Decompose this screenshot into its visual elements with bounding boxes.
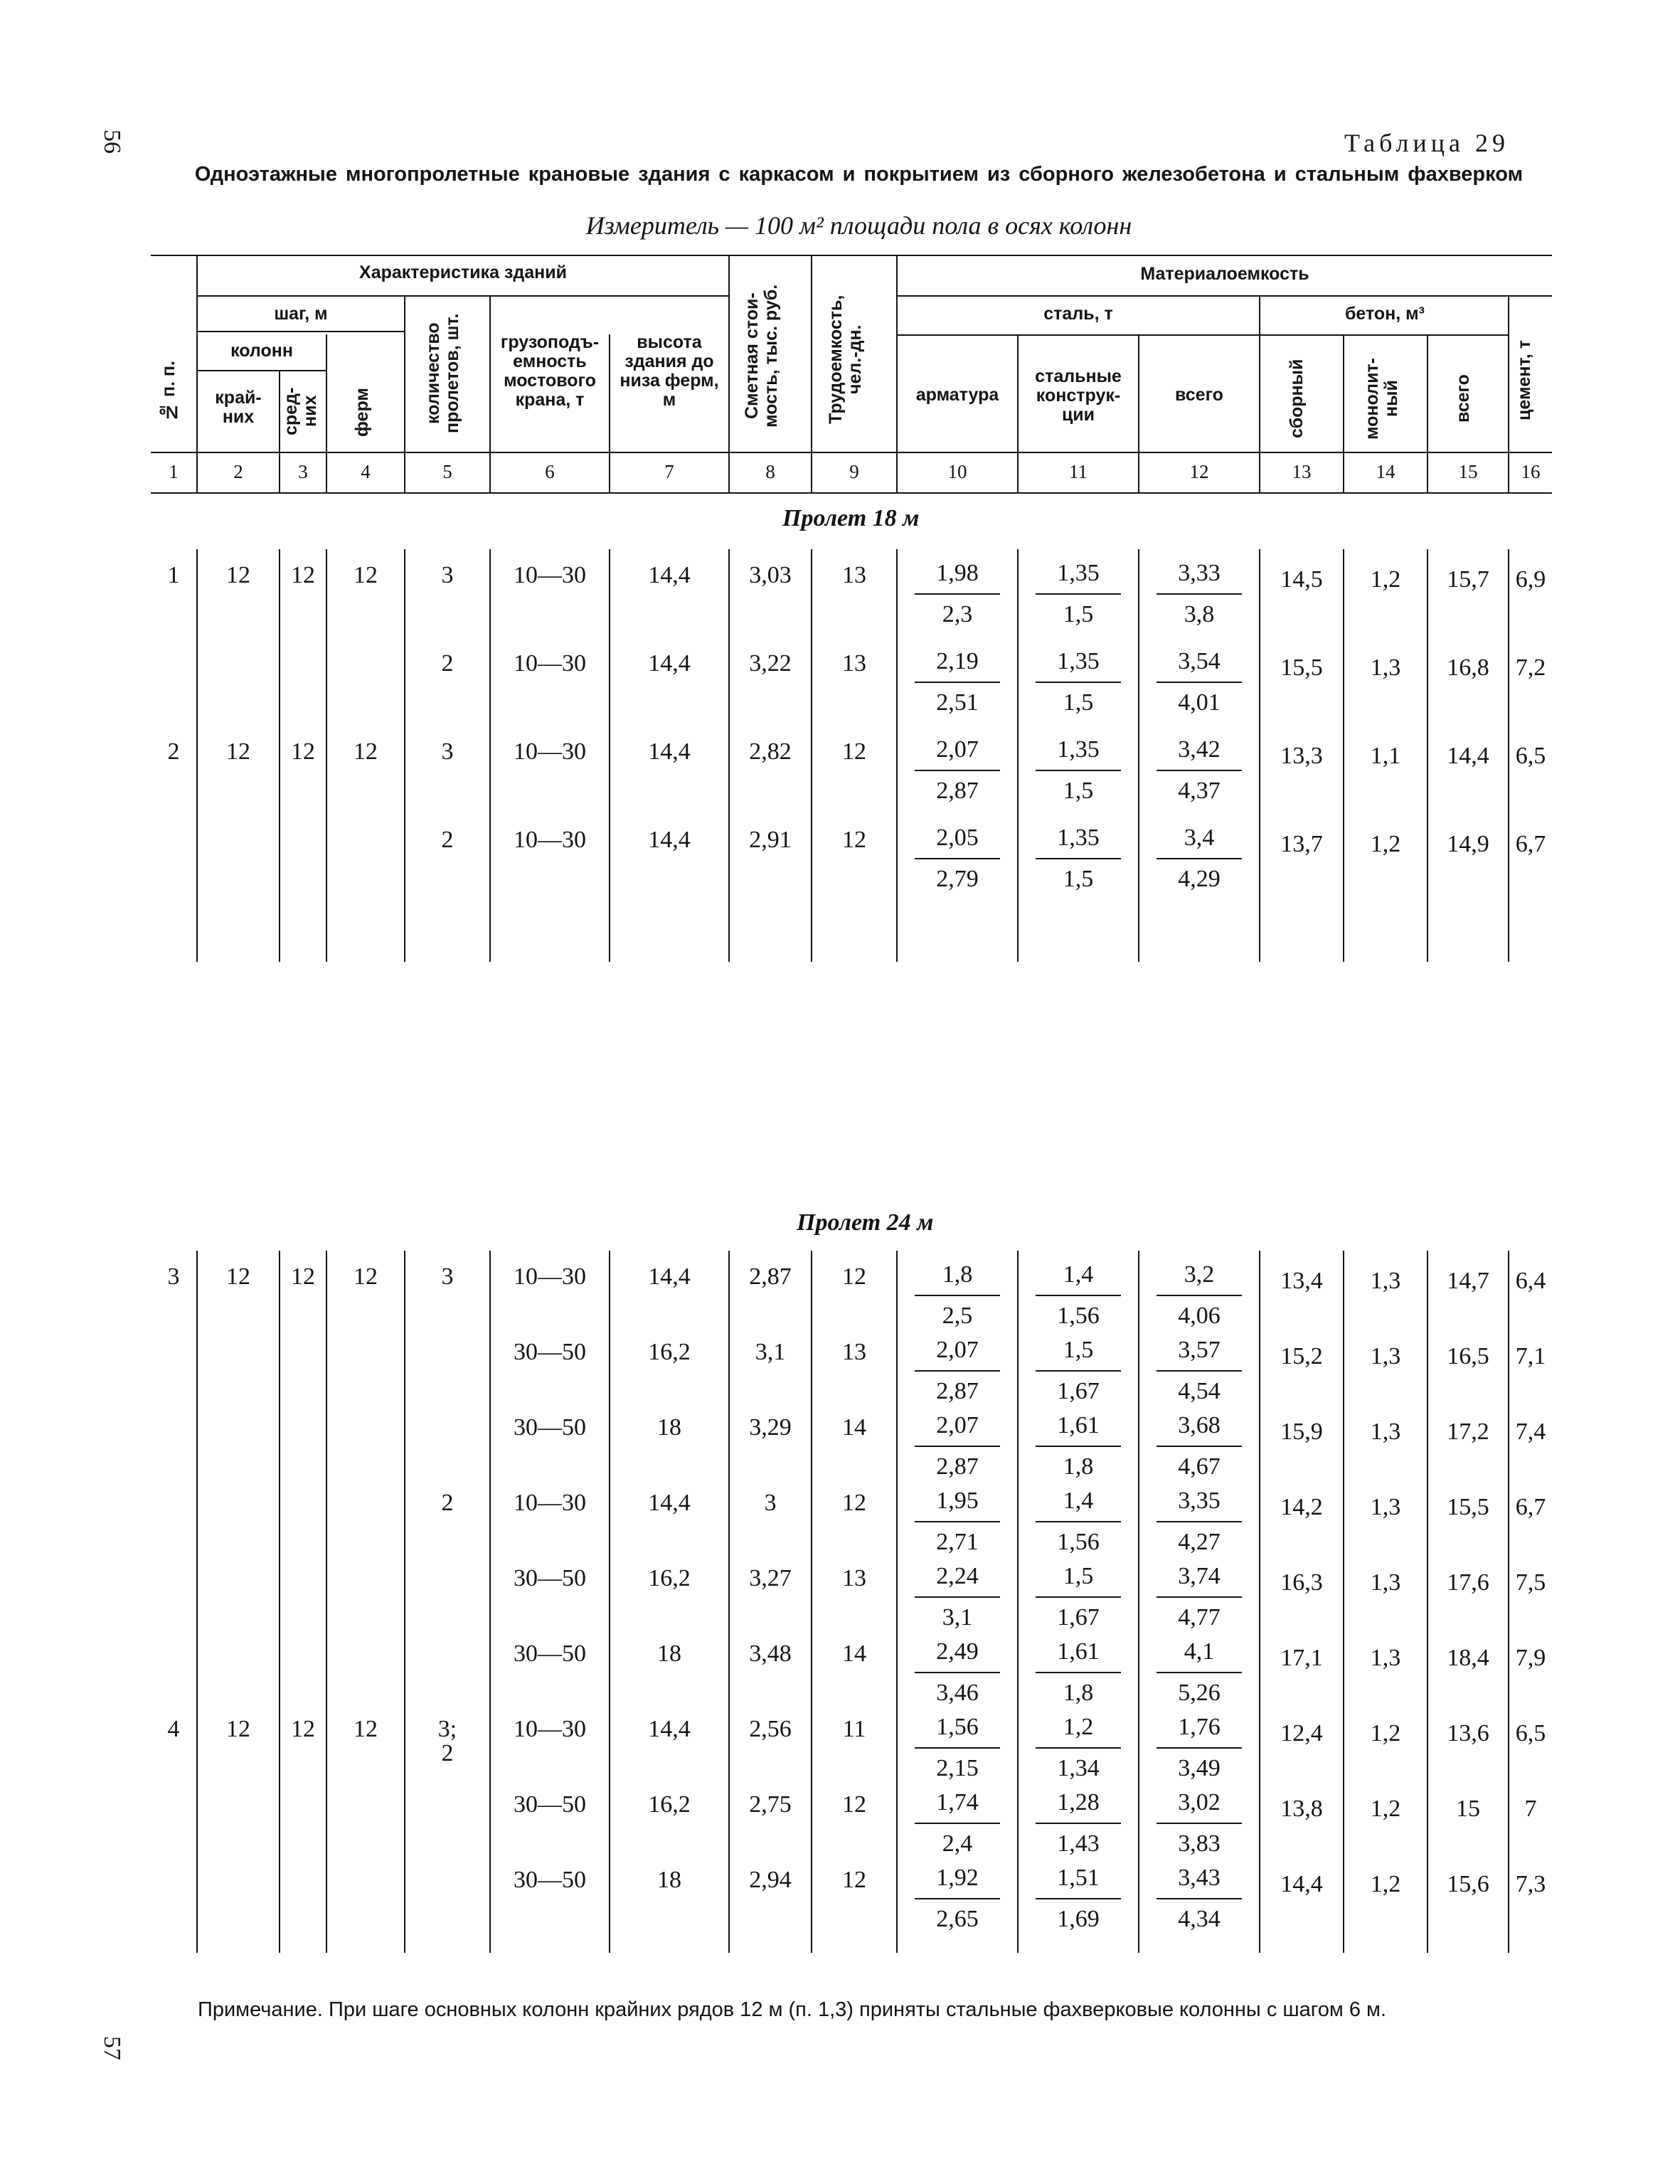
cell-total-fraction (1157, 818, 1242, 899)
header-trusses: ферм (352, 388, 372, 438)
column-number-15: 15 (1458, 461, 1478, 482)
cell-spans: 2 (441, 1490, 454, 1516)
column-number-8: 8 (765, 461, 775, 482)
cell-mono: 1,3 (1370, 1569, 1401, 1596)
cell-labor: 13 (842, 562, 866, 588)
cell-cost: 3,03 (749, 562, 792, 588)
cell-spans: 3; 2 (437, 1716, 457, 1766)
cell-cement: 6,7 (1515, 1494, 1546, 1520)
cell-middle: 12 (291, 1263, 315, 1290)
cell-precast: 16,3 (1280, 1569, 1323, 1596)
cell-cement: 7,3 (1515, 1871, 1546, 1897)
cell-middle: 12 (291, 562, 315, 588)
cell-steel-fraction (1036, 1255, 1121, 1336)
column-number-3: 3 (298, 461, 308, 482)
fraction-denominator: 2,87 (936, 1378, 979, 1404)
fraction-numerator: 1,74 (915, 1783, 1000, 1824)
header-spans-count: количество пролетов, шт. (423, 313, 462, 434)
fraction-numerator: 2,05 (915, 818, 1000, 859)
fraction-denominator: 2,5 (942, 1303, 973, 1329)
column-number-14: 14 (1376, 461, 1395, 482)
header-precast: сборный (1287, 359, 1307, 438)
header-monolithic: монолит- ный (1362, 357, 1401, 440)
cell-rebar-fraction (915, 1858, 1000, 1939)
fraction-numerator: 1,51 (1036, 1858, 1121, 1899)
cell-rebar-fraction (915, 1406, 1000, 1487)
fraction-denominator: 1,67 (1057, 1604, 1100, 1631)
header-characteristics: Характеристика зданий (359, 263, 567, 282)
fraction-numerator: 3,68 (1157, 1406, 1242, 1447)
fraction-numerator: 2,49 (915, 1632, 1000, 1673)
cell-mono: 1,3 (1370, 1494, 1401, 1520)
cell-truss: 12 (353, 1263, 378, 1290)
cell-total-fraction (1157, 1858, 1242, 1939)
fraction-denominator: 2,4 (942, 1830, 973, 1857)
section-title-span-24: Пролет 24 м (797, 1209, 934, 1236)
cell-rebar-fraction (915, 1481, 1000, 1562)
fraction-denominator: 5,26 (1178, 1680, 1221, 1706)
cell-height: 16,2 (648, 1791, 691, 1818)
cell-precast: 12,4 (1280, 1720, 1323, 1746)
cell-total-fraction (1157, 1255, 1242, 1336)
cell-labor: 13 (842, 1565, 866, 1591)
fraction-numerator: 2,07 (915, 1330, 1000, 1372)
cell-crane: 30—50 (514, 1414, 586, 1441)
header-steel-total: всего (1175, 385, 1223, 405)
fraction-denominator: 2,87 (936, 1453, 979, 1480)
cell-rebar-fraction (915, 1707, 1000, 1788)
cell-ctotal: 14,9 (1447, 831, 1489, 857)
cell-spans: 2 (441, 827, 454, 853)
cell-n: 3 (167, 1263, 180, 1290)
cell-height: 18 (657, 1414, 681, 1441)
cell-precast: 13,3 (1280, 743, 1323, 769)
cell-total-fraction (1157, 1632, 1242, 1713)
cell-total-fraction (1157, 730, 1242, 811)
fraction-denominator: 1,43 (1057, 1830, 1100, 1857)
cell-cement: 6,7 (1515, 831, 1546, 857)
fraction-numerator: 1,35 (1036, 818, 1121, 859)
cell-rebar-fraction (915, 1255, 1000, 1336)
cell-n: 4 (167, 1716, 180, 1742)
cell-cement: 7,9 (1515, 1645, 1546, 1671)
cell-height: 18 (657, 1867, 681, 1893)
cell-cost: 2,94 (749, 1867, 792, 1893)
cell-cement: 7,4 (1515, 1419, 1546, 1445)
footnote: Примечание. При шаге основных колонн крайних рядов 12 м (п. 1,3) приняты стальные фахверковые колонны с шагом 6 м. (198, 1998, 1387, 2021)
fraction-numerator: 3,35 (1157, 1481, 1242, 1522)
fraction-denominator: 2,87 (936, 778, 979, 804)
fraction-numerator: 1,61 (1036, 1632, 1121, 1673)
cell-mono: 1,3 (1370, 1645, 1401, 1671)
cell-cost: 2,75 (749, 1791, 792, 1818)
cell-steel-fraction (1036, 730, 1121, 811)
fraction-numerator: 2,19 (915, 642, 1000, 683)
column-number-16: 16 (1521, 461, 1541, 482)
page-number-top: 56 (99, 129, 125, 154)
cell-steel-fraction (1036, 1406, 1121, 1487)
cell-ctotal: 14,7 (1447, 1268, 1489, 1294)
cell-precast: 13,4 (1280, 1268, 1323, 1294)
cell-steel-fraction (1036, 1557, 1121, 1638)
cell-rebar-fraction (915, 1632, 1000, 1713)
cell-n: 1 (167, 562, 180, 588)
cell-labor: 12 (842, 1263, 866, 1290)
fraction-denominator: 4,37 (1178, 778, 1221, 804)
header-height: высота здания до низа ферм, м (620, 332, 719, 410)
cell-mono: 1,2 (1370, 1796, 1401, 1822)
cell-cement: 6,5 (1515, 1720, 1546, 1746)
fraction-denominator: 4,34 (1178, 1906, 1221, 1932)
cell-precast: 13,7 (1280, 831, 1323, 857)
cell-labor: 12 (842, 827, 866, 853)
cell-ctotal: 15,6 (1447, 1871, 1489, 1897)
fraction-denominator: 1,56 (1057, 1303, 1100, 1329)
cell-height: 14,4 (648, 827, 691, 853)
cell-crane: 10—30 (514, 738, 586, 765)
fraction-denominator: 3,83 (1178, 1830, 1221, 1857)
cell-labor: 14 (842, 1414, 866, 1441)
column-number-6: 6 (545, 461, 555, 482)
cell-ctotal: 15,7 (1447, 566, 1489, 593)
cell-height: 16,2 (648, 1565, 691, 1591)
cell-cost: 2,82 (749, 738, 792, 765)
cell-spans: 3 (441, 738, 454, 765)
cell-crane: 10—30 (514, 1716, 586, 1742)
cell-mono: 1,3 (1370, 1268, 1401, 1294)
fraction-numerator: 3,57 (1157, 1330, 1242, 1372)
cell-cement: 7,2 (1515, 654, 1546, 681)
cell-steel-fraction (1036, 1707, 1121, 1788)
cell-mono: 1,2 (1370, 1871, 1401, 1897)
fraction-numerator: 1,98 (915, 553, 1000, 595)
cell-height: 14,4 (648, 738, 691, 765)
header-step: шаг, м (274, 304, 328, 324)
fraction-numerator: 1,56 (915, 1707, 1000, 1749)
fraction-denominator: 2,65 (936, 1906, 979, 1932)
fraction-denominator: 1,8 (1063, 1453, 1094, 1480)
cell-total-fraction (1157, 1330, 1242, 1411)
header-outer: край- них (215, 388, 262, 427)
header-cost: Сметная стои- мость, тыс. руб. (742, 284, 781, 428)
fraction-denominator: 4,29 (1178, 866, 1221, 892)
cell-ctotal: 15 (1456, 1796, 1480, 1822)
cell-total-fraction (1157, 1707, 1242, 1788)
fraction-denominator: 1,5 (1063, 778, 1094, 804)
fraction-numerator: 2,07 (915, 730, 1000, 771)
cell-spans: 2 (441, 650, 454, 677)
cell-labor: 13 (842, 1339, 866, 1365)
cell-precast: 14,2 (1280, 1494, 1323, 1520)
cell-n: 2 (167, 738, 180, 765)
section-title-span-18: Пролет 18 м (782, 505, 920, 531)
cell-truss: 12 (353, 738, 378, 765)
column-number-12: 12 (1189, 461, 1209, 482)
fraction-denominator: 1,56 (1057, 1529, 1100, 1555)
cell-cement: 6,5 (1515, 743, 1546, 769)
fraction-denominator: 4,67 (1178, 1453, 1221, 1480)
cell-crane: 30—50 (514, 1867, 586, 1893)
cell-rebar-fraction (915, 1330, 1000, 1411)
cell-total-fraction (1157, 1481, 1242, 1562)
fraction-numerator: 4,1 (1157, 1632, 1242, 1673)
cell-ctotal: 17,2 (1447, 1419, 1489, 1445)
cell-precast: 13,8 (1280, 1796, 1323, 1822)
fraction-numerator: 1,61 (1036, 1406, 1121, 1447)
column-number-10: 10 (947, 461, 967, 482)
cell-labor: 12 (842, 1490, 866, 1516)
header-materials: Материалоемкость (1140, 264, 1309, 284)
cell-mono: 1,2 (1370, 831, 1401, 857)
header-columns: колонн (230, 341, 293, 361)
cell-cost: 2,91 (749, 827, 792, 853)
fraction-numerator: 1,28 (1036, 1783, 1121, 1824)
cell-height: 14,4 (648, 1263, 691, 1290)
cell-steel-fraction (1036, 642, 1121, 723)
cell-cost: 3,29 (749, 1414, 792, 1441)
fraction-numerator: 2,07 (915, 1406, 1000, 1447)
header-rebar: арматура (915, 385, 999, 405)
cell-total-fraction (1157, 1406, 1242, 1487)
cell-outer: 12 (226, 562, 250, 588)
cell-crane: 30—50 (514, 1640, 586, 1667)
cell-truss: 12 (353, 1716, 378, 1742)
cell-total-fraction (1157, 553, 1242, 635)
cell-crane: 10—30 (514, 1490, 586, 1516)
cell-height: 14,4 (648, 650, 691, 677)
cell-outer: 12 (226, 738, 250, 765)
header-middle: сред- них (281, 387, 320, 435)
header-num: № п. п. (159, 361, 179, 422)
cell-cost: 3,48 (749, 1640, 792, 1667)
table-title: Одноэтажные многопролетные крановые здания с каркасом и покрытием из сборного железобетона и стальным фахверком (194, 163, 1524, 186)
cell-precast: 15,5 (1280, 654, 1323, 681)
cell-steel-fraction (1036, 1330, 1121, 1411)
fraction-denominator: 2,15 (936, 1755, 979, 1781)
cell-precast: 14,5 (1280, 566, 1323, 593)
fraction-denominator: 4,54 (1178, 1378, 1221, 1404)
cell-height: 14,4 (648, 562, 691, 588)
cell-height: 14,4 (648, 1716, 691, 1742)
cell-cost: 2,87 (749, 1263, 792, 1290)
cell-mono: 1,2 (1370, 1720, 1401, 1746)
fraction-numerator: 3,02 (1157, 1783, 1242, 1824)
cell-labor: 13 (842, 650, 866, 677)
cell-crane: 10—30 (514, 562, 586, 588)
fraction-numerator: 3,42 (1157, 730, 1242, 771)
cell-cost: 3,22 (749, 650, 792, 677)
cell-steel-fraction (1036, 553, 1121, 635)
fraction-denominator: 4,01 (1178, 689, 1221, 716)
cell-mono: 1,3 (1370, 1419, 1401, 1445)
cell-ctotal: 14,4 (1447, 743, 1489, 769)
cell-middle: 12 (291, 738, 315, 765)
column-number-13: 13 (1292, 461, 1312, 482)
fraction-numerator: 3,4 (1157, 818, 1242, 859)
page-number-bottom: 57 (99, 2036, 125, 2060)
cell-middle: 12 (291, 1716, 315, 1742)
cell-truss: 12 (353, 562, 378, 588)
fraction-numerator: 3,33 (1157, 553, 1242, 595)
cell-steel-fraction (1036, 1783, 1121, 1864)
cell-ctotal: 18,4 (1447, 1645, 1489, 1671)
cell-precast: 17,1 (1280, 1645, 1323, 1671)
cell-rebar-fraction (915, 730, 1000, 811)
table-subtitle: Измеритель — 100 м² площади пола в осях колонн (585, 211, 1132, 240)
cell-rebar-fraction (915, 818, 1000, 899)
column-number-11: 11 (1069, 461, 1088, 482)
fraction-numerator: 3,43 (1157, 1858, 1242, 1899)
cell-height: 18 (657, 1640, 681, 1667)
cell-total-fraction (1157, 642, 1242, 723)
cell-labor: 12 (842, 1791, 866, 1818)
cell-cement: 6,4 (1515, 1268, 1546, 1294)
fraction-denominator: 1,5 (1063, 866, 1094, 892)
cell-precast: 15,2 (1280, 1343, 1323, 1369)
fraction-denominator: 1,8 (1063, 1680, 1094, 1706)
fraction-denominator: 2,71 (936, 1529, 979, 1555)
cell-ctotal: 13,6 (1447, 1720, 1489, 1746)
cell-rebar-fraction (915, 1557, 1000, 1638)
cell-crane: 10—30 (514, 827, 586, 853)
fraction-numerator: 2,24 (915, 1557, 1000, 1598)
cell-height: 14,4 (648, 1490, 691, 1516)
cell-crane: 30—50 (514, 1565, 586, 1591)
cell-precast: 15,9 (1280, 1419, 1323, 1445)
fraction-numerator: 1,4 (1036, 1481, 1121, 1522)
fraction-denominator: 3,8 (1184, 601, 1215, 627)
fraction-denominator: 1,34 (1057, 1755, 1100, 1781)
cell-mono: 1,2 (1370, 566, 1401, 593)
cell-cement: 7,1 (1515, 1343, 1546, 1369)
cell-rebar-fraction (915, 553, 1000, 635)
fraction-denominator: 2,51 (936, 689, 979, 716)
fraction-denominator: 3,1 (942, 1604, 973, 1631)
fraction-denominator: 4,27 (1178, 1529, 1221, 1555)
cell-cement: 7,5 (1515, 1569, 1546, 1596)
fraction-numerator: 1,8 (915, 1255, 1000, 1296)
fraction-denominator: 1,5 (1063, 601, 1094, 627)
fraction-denominator: 1,69 (1057, 1906, 1100, 1932)
column-number-2: 2 (233, 461, 243, 482)
cell-labor: 12 (842, 1867, 866, 1893)
fraction-denominator: 3,49 (1178, 1755, 1221, 1781)
fraction-numerator: 1,76 (1157, 1707, 1242, 1749)
cell-ctotal: 17,6 (1447, 1569, 1489, 1596)
cell-ctotal: 15,5 (1447, 1494, 1489, 1520)
fraction-numerator: 1,95 (915, 1481, 1000, 1522)
cell-crane: 10—30 (514, 1263, 586, 1290)
fraction-numerator: 1,92 (915, 1858, 1000, 1899)
cell-cement: 7 (1524, 1796, 1537, 1822)
cell-outer: 12 (226, 1716, 250, 1742)
cell-rebar-fraction (915, 1783, 1000, 1864)
cell-cost: 3,27 (749, 1565, 792, 1591)
cell-mono: 1,3 (1370, 654, 1401, 681)
cell-cost: 3,1 (755, 1339, 786, 1365)
cell-cost: 3 (764, 1490, 777, 1516)
cell-height: 16,2 (648, 1339, 691, 1365)
fraction-denominator: 4,06 (1178, 1303, 1221, 1329)
fraction-numerator: 1,5 (1036, 1330, 1121, 1372)
cell-mono: 1,1 (1370, 743, 1401, 769)
header-steel: сталь, т (1043, 304, 1113, 324)
fraction-numerator: 1,35 (1036, 730, 1121, 771)
fraction-denominator: 1,67 (1057, 1378, 1100, 1404)
cell-crane: 10—30 (514, 650, 586, 677)
cell-total-fraction (1157, 1557, 1242, 1638)
fraction-numerator: 1,4 (1036, 1255, 1121, 1296)
cell-cost: 2,56 (749, 1716, 792, 1742)
column-number-9: 9 (849, 461, 859, 482)
header-concrete: бетон, м³ (1344, 304, 1425, 324)
cell-steel-fraction (1036, 818, 1121, 899)
header-concrete-total: всего (1453, 374, 1473, 423)
cell-spans: 3 (441, 562, 454, 588)
cell-crane: 30—50 (514, 1791, 586, 1818)
cell-crane: 30—50 (514, 1339, 586, 1365)
cell-steel-fraction (1036, 1632, 1121, 1713)
cell-rebar-fraction (915, 642, 1000, 723)
fraction-numerator: 3,2 (1157, 1255, 1242, 1296)
cell-labor: 14 (842, 1640, 866, 1667)
cell-total-fraction (1157, 1783, 1242, 1864)
cell-cement: 6,9 (1515, 566, 1546, 593)
column-number-7: 7 (664, 461, 674, 482)
header-cement: цемент, т (1514, 340, 1534, 421)
cell-mono: 1,3 (1370, 1343, 1401, 1369)
header-crane: грузоподъ- емность мостового крана, т (500, 332, 600, 410)
cell-labor: 12 (842, 738, 866, 765)
header-labor: Трудоемкость, чел.-дн. (826, 295, 865, 424)
column-number-1: 1 (169, 461, 179, 482)
cell-spans: 3 (441, 1263, 454, 1290)
fraction-numerator: 3,74 (1157, 1557, 1242, 1598)
cell-ctotal: 16,8 (1447, 654, 1489, 681)
fraction-denominator: 3,46 (936, 1680, 979, 1706)
fraction-numerator: 1,2 (1036, 1707, 1121, 1749)
cell-steel-fraction (1036, 1858, 1121, 1939)
column-number-5: 5 (442, 461, 452, 482)
fraction-denominator: 2,79 (936, 866, 979, 892)
fraction-numerator: 1,35 (1036, 553, 1121, 595)
table-label: Таблица 29 (1344, 129, 1509, 157)
cell-precast: 14,4 (1280, 1871, 1323, 1897)
fraction-numerator: 1,35 (1036, 642, 1121, 683)
header-steel-structures: стальные конструк- ции (1035, 366, 1122, 425)
fraction-denominator: 2,3 (942, 601, 973, 627)
cell-outer: 12 (226, 1263, 250, 1290)
cell-ctotal: 16,5 (1447, 1343, 1489, 1369)
fraction-numerator: 3,54 (1157, 642, 1242, 683)
column-number-4: 4 (361, 461, 371, 482)
fraction-numerator: 1,5 (1036, 1557, 1121, 1598)
fraction-denominator: 4,77 (1178, 1604, 1221, 1631)
cell-steel-fraction (1036, 1481, 1121, 1562)
fraction-denominator: 1,5 (1063, 689, 1094, 716)
cell-labor: 11 (842, 1716, 866, 1742)
